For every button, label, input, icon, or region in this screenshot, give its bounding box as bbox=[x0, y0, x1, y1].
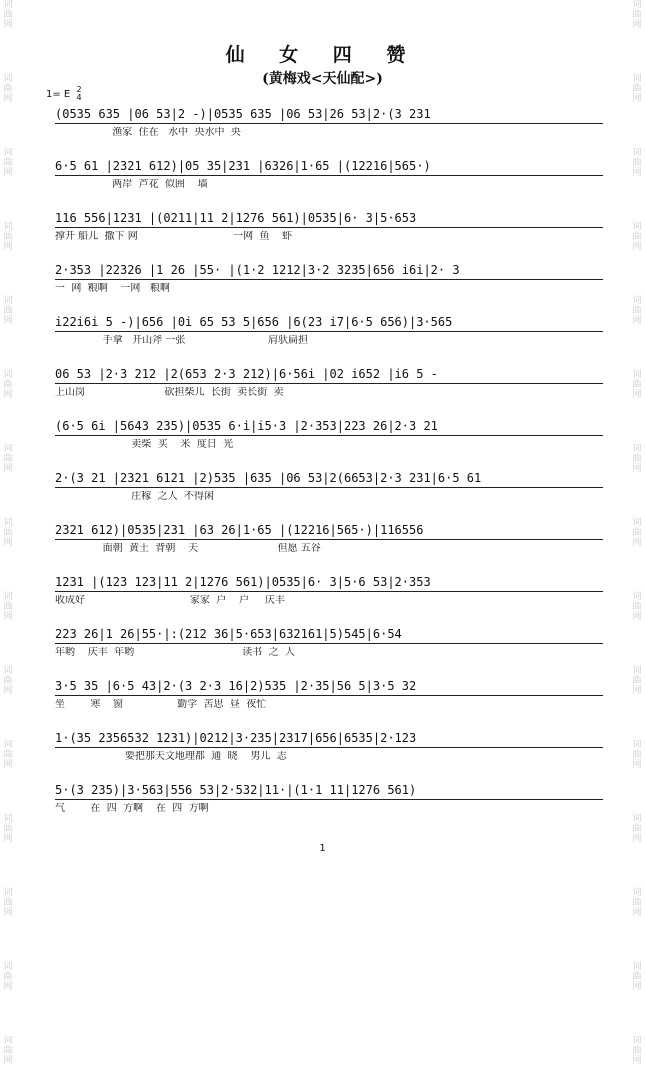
song-subtitle: (黄梅戏<天仙配>) bbox=[262, 71, 383, 87]
key-label: 1= E bbox=[46, 89, 71, 100]
score-row bbox=[55, 470, 603, 503]
notation-line: 5·(3 235)|3·563|556 53|2·532|11·|(1·1 11|1276 561) bbox=[55, 782, 603, 800]
key-signature bbox=[46, 86, 82, 102]
lyrics-line: 收成好 家家 户 户 庆丰 bbox=[55, 595, 285, 606]
time-signature bbox=[76, 86, 81, 102]
lyrics-line: 手拿 开山斧 一张 肩驮扁担 bbox=[55, 335, 309, 346]
score-row bbox=[55, 210, 603, 243]
meter-top: 2 bbox=[76, 85, 82, 94]
score-row bbox=[55, 782, 603, 815]
watermark-left: 词曲网 词曲网 词曲网 词曲网 词曲网 词曲网 词曲网 词曲网 词曲网 词曲网 词曲网 词曲网 词曲网 词曲网 词曲网 bbox=[3, 0, 13, 1066]
lyrics-line: 年哟 庆丰 年哟 读书 之 人 bbox=[55, 647, 295, 658]
lyrics-line: 卖柴 买 米 度日 光 bbox=[55, 439, 234, 450]
lyrics-line: 气 在 四 方啊 在 四 方啊 bbox=[55, 803, 209, 814]
song-title: 仙 女 四 赞 bbox=[225, 44, 420, 66]
lyrics-line: 坐 寒 窗 勤学 苦思 昼 夜忙 bbox=[55, 699, 267, 710]
notation-line: 1231 |(123 123|11 2|1276 561)|0535|6· 3|5·6 53|2·353 bbox=[55, 574, 603, 592]
notation-line: 116 556|1231 |(0211|11 2|1276 561)|0535|6· 3|5·653 bbox=[55, 210, 603, 228]
score-row bbox=[55, 262, 603, 295]
notation-line: 223 26|1 26|55·|:(212 36|5·653|632161|5)545|6·54 bbox=[55, 626, 603, 644]
score-row bbox=[55, 678, 603, 711]
score-row bbox=[55, 106, 603, 139]
notation-line: 6·5 61 |2321 612)|05 35|231 |6326|1·65 |(12216|565·) bbox=[55, 158, 603, 176]
lyrics-line: 要把那天文地理都 通 晓 男儿 志 bbox=[55, 751, 287, 762]
lyrics-line: 一 网 粮啊 一网 粮啊 bbox=[55, 283, 170, 294]
lyrics-line: 撑开 船儿 撒下 网 一网 鱼 虾 bbox=[55, 231, 293, 242]
lyrics-line: 庄稼 之人 不得闲 bbox=[55, 491, 215, 502]
notation-line: i22i6i 5 -)|656 |0i 65 53 5|656 |6(23 i7|6·5 656)|3·565 bbox=[55, 314, 603, 332]
notation-line: 06 53 |2·3 212 |2(653 2·3 212)|6·56i |02 i652 |i6 5 - bbox=[55, 366, 603, 384]
notation-line: 3·5 35 |6·5 43|2·(3 2·3 16|2)535 |2·35|56 5|3·5 32 bbox=[55, 678, 603, 696]
lyrics-line: 渔家 住在 水中 央水中 央 bbox=[55, 127, 241, 138]
score-row bbox=[55, 522, 603, 555]
meter-bottom: 4 bbox=[76, 93, 82, 102]
score-row bbox=[55, 314, 603, 347]
lyrics-line: 上山岗 砍担柴儿 长街 卖长街 卖 bbox=[55, 387, 284, 398]
score-row bbox=[55, 626, 603, 659]
lyrics-line: 两岸 芦花 似囲 墙 bbox=[55, 179, 208, 190]
notation-line: (6·5 6i |5643 235)|0535 6·i|i5·3 |2·353|223 26|2·3 21 bbox=[55, 418, 603, 436]
notation-line: 2321 612)|0535|231 |63 26|1·65 |(12216|565·)|116556 bbox=[55, 522, 603, 540]
score-row bbox=[55, 366, 603, 399]
lyrics-line: 面朝 黄土 背朝 天 但愿 五谷 bbox=[55, 543, 321, 554]
page-number: 1 bbox=[319, 843, 326, 854]
score-row bbox=[55, 730, 603, 763]
score-row bbox=[55, 574, 603, 607]
notation-line: 2·353 |22326 |1 26 |55· |(1·2 1212|3·2 3235|656 i6i|2· 3 bbox=[55, 262, 603, 280]
notation-line: 2·(3 21 |2321 6121 |2)535 |635 |06 53|2(6653|2·3 231|6·5 61 bbox=[55, 470, 603, 488]
score-row bbox=[55, 418, 603, 451]
watermark-right: 词曲网 词曲网 词曲网 词曲网 词曲网 词曲网 词曲网 词曲网 词曲网 词曲网 词曲网 词曲网 词曲网 词曲网 词曲网 bbox=[632, 0, 642, 1066]
notation-line: (0535 635 |06 53|2 -)|0535 635 |06 53|26 53|2·(3 231 bbox=[55, 106, 603, 124]
score-row bbox=[55, 158, 603, 191]
notation-line: 1·(35 2356532 1231)|0212|3·235|2317|656|6535|2·123 bbox=[55, 730, 603, 748]
